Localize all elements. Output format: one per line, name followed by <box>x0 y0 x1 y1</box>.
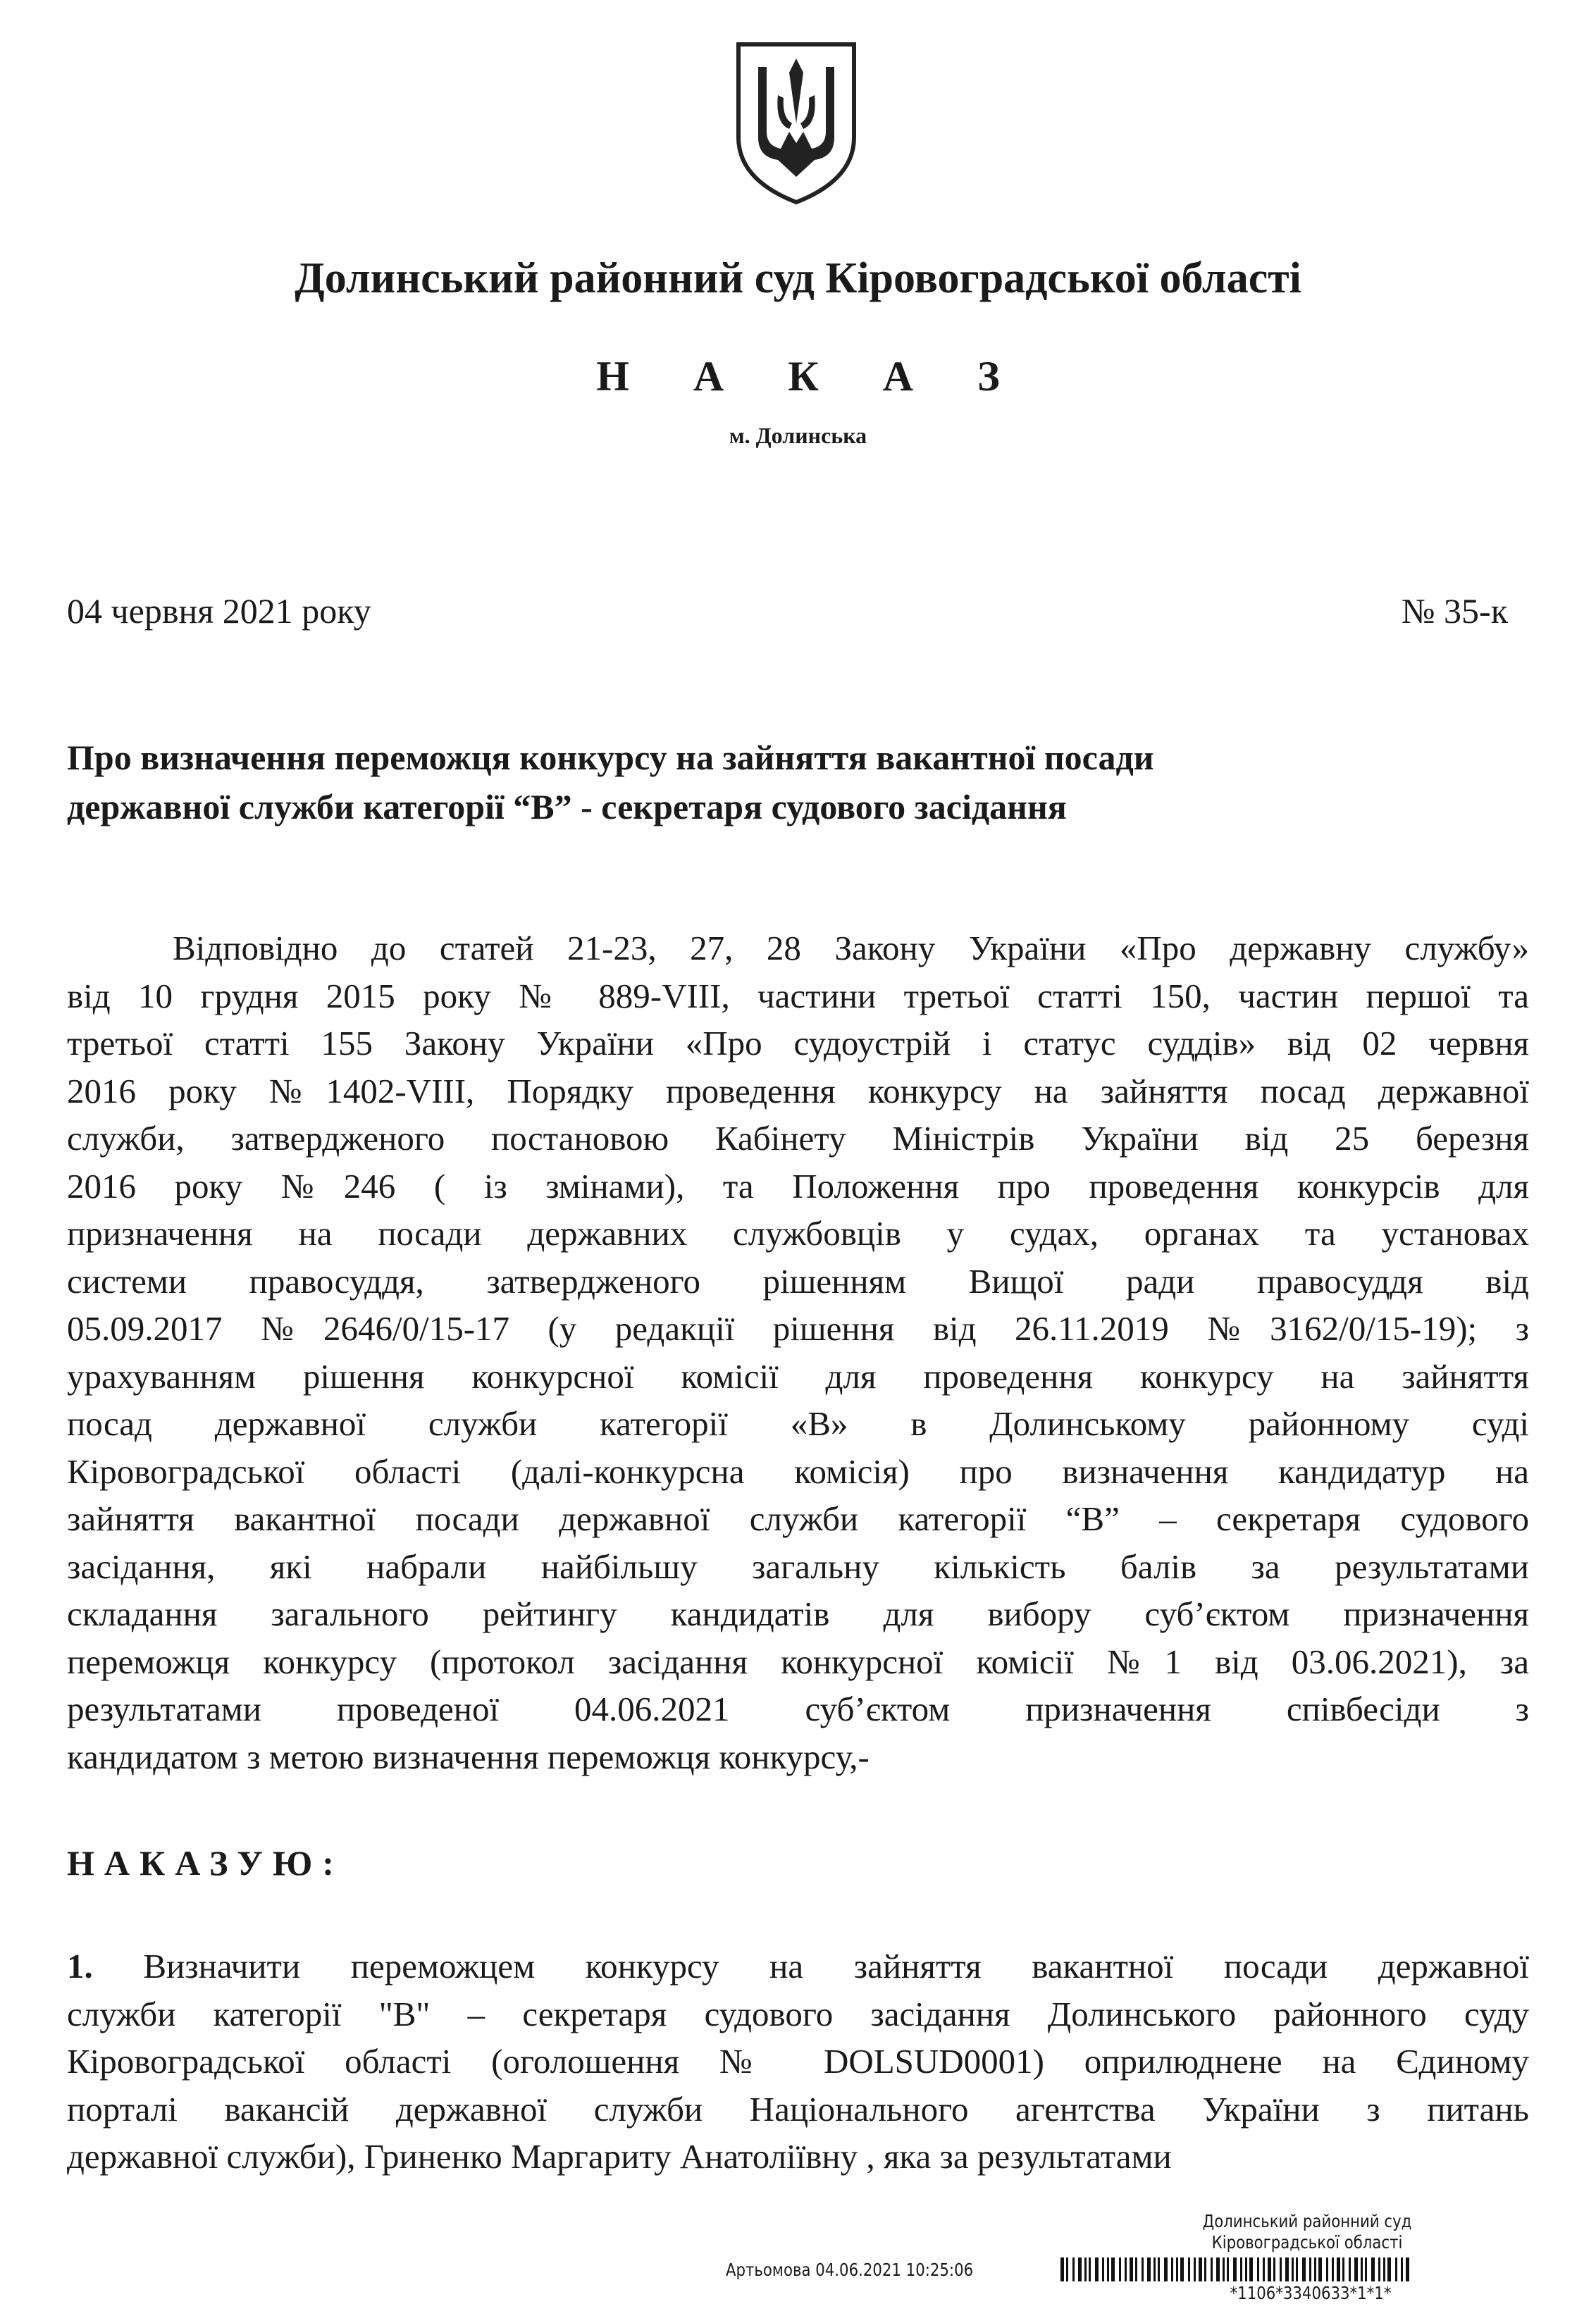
stamp-court <box>1196 2211 1418 2253</box>
barcode-bar <box>1211 2257 1213 2281</box>
barcode-bar <box>1171 2257 1173 2281</box>
order-item-1 <box>67 1943 1529 2181</box>
item-line: порталі вакансій державної служби Національного агентства України з питань <box>67 2089 1529 2129</box>
barcode-bar <box>1119 2257 1121 2281</box>
barcode-bar <box>1337 2257 1340 2281</box>
preamble-line: Відповідно до статей 21-23, 27, 28 Закону України «Про державну службу» <box>173 929 1529 967</box>
item-line <box>67 1943 1529 1990</box>
preamble-line: призначення на посади державних службовців у судах, органах та установах <box>67 1214 1529 1253</box>
preamble-line: від 10 грудня 2015 року № 889-VIII, частини третьої статті 150, частин першої та <box>67 976 1529 1015</box>
preamble-line: служби, затвердженого постановою Кабінету Міністрів України від 25 березня <box>67 1119 1529 1158</box>
preamble-line: результатами проведеної 04.06.2021 суб’єктом призначення співбесіди з <box>67 1690 1529 1728</box>
item-number: 1. <box>67 1947 93 1986</box>
barcode-bar <box>1406 2257 1409 2281</box>
barcode-bar <box>1111 2257 1115 2281</box>
barcode-bar <box>1125 2257 1127 2281</box>
barcode-bar <box>1387 2257 1391 2281</box>
barcode-bar <box>1378 2257 1380 2281</box>
preamble-line: зайняття вакантної посади державної служби категорії “В” – секретаря судового <box>67 1499 1529 1538</box>
barcode-bar <box>1280 2257 1282 2281</box>
item-line: державної служби), Гриненко Маргариту Анатоліївну , яка за результатами <box>67 2137 1172 2176</box>
barcode-bar <box>1072 2257 1075 2281</box>
barcode-bar <box>1084 2257 1087 2281</box>
barcode-bar <box>1102 2257 1104 2281</box>
subject-line: державної служби категорії “В” - секретаря судового засідання <box>67 787 1067 826</box>
barcode-bar <box>1223 2257 1225 2281</box>
barcode-text: *1106*3340633*1*1* <box>1230 2283 1392 2303</box>
barcode-bar <box>1130 2257 1133 2281</box>
preamble-paragraph <box>67 924 1529 1780</box>
barcode-bar <box>1296 2257 1298 2281</box>
barcode-bar <box>1164 2257 1168 2281</box>
barcode-bar <box>1332 2257 1334 2281</box>
barcode-bar <box>1302 2257 1306 2281</box>
barcode-bar <box>1365 2257 1367 2281</box>
barcode-bar <box>1249 2257 1253 2281</box>
preamble-line: Кіровоградської області (далі-конкурсна комісія) про визначення кандидатур на <box>67 1451 1529 1491</box>
barcode-bar <box>1354 2257 1358 2281</box>
item-line: Кіровоградської області (оголошення № DOLSUD0001) оприлюднене на Єдиному <box>67 2042 1529 2081</box>
preamble-line: засідання, які набрали найбільшу загальну кількість балів за результатами <box>67 1547 1529 1586</box>
barcode-bar <box>1078 2257 1082 2281</box>
item-line: служби категорії "В" – секретаря судового засідання Долинського районного суду <box>67 1994 1529 2033</box>
barcode <box>1060 2257 1413 2281</box>
preamble-line: кандидатом з метою визначення переможця конкурсу,- <box>67 1737 870 1776</box>
barcode-bar <box>1401 2257 1403 2281</box>
barcode-bar <box>1095 2257 1099 2281</box>
barcode-bar <box>1176 2257 1178 2281</box>
barcode-bar <box>1349 2257 1351 2281</box>
barcode-bar <box>1285 2257 1289 2281</box>
barcode-bar <box>1158 2257 1160 2281</box>
barcode-bar <box>1142 2257 1144 2281</box>
barcode-bar <box>1204 2257 1206 2281</box>
stamp-court-line: Долинський районний суд <box>1202 2211 1412 2231</box>
preamble-line: урахуванням рішення конкурсної комісії для проведення конкурсу на зайняття <box>67 1356 1529 1396</box>
barcode-bar <box>1240 2257 1242 2281</box>
barcode-bar <box>1188 2257 1190 2281</box>
barcode-bar <box>1257 2257 1259 2281</box>
barcode-bar <box>1060 2257 1064 2281</box>
order-date: 04 червня 2021 року <box>67 591 371 631</box>
barcode-bar <box>1395 2257 1397 2281</box>
barcode-bar <box>1227 2257 1229 2281</box>
barcode-bar <box>1233 2257 1237 2281</box>
barcode-bar <box>1273 2257 1275 2281</box>
barcode-bar <box>1371 2257 1375 2281</box>
preamble-line: 2016 року №1402-VIII, Порядку проведення конкурсу на зайняття посад державної <box>67 1071 1529 1110</box>
preamble-line: третьої статті 155 Закону України «Про судоустрій і статус суддів» від 02 червня <box>67 1024 1529 1063</box>
barcode-bar <box>1314 2257 1316 2281</box>
barcode-bar <box>1263 2257 1265 2281</box>
barcode-bar <box>1216 2257 1220 2281</box>
barcode-bar <box>1194 2257 1196 2281</box>
barcode-bar <box>1318 2257 1322 2281</box>
barcode-bar <box>1292 2257 1294 2281</box>
item-line-text: Визначити переможцем конкурсу на зайняття вакантної посади державної <box>143 1947 1529 1986</box>
barcode-bar <box>1135 2257 1137 2281</box>
barcode-bar <box>1199 2257 1202 2281</box>
barcode-bar <box>1245 2257 1247 2281</box>
preamble-line: 05.09.2017 №2646/0/15-17 (у редакції рішення від 26.11.2019 №3162/0/15-19); з <box>67 1309 1529 1348</box>
preamble-line: складання загального рейтингу кандидатів для вибору суб’єктом призначення <box>67 1594 1529 1633</box>
barcode-bar <box>1147 2257 1151 2281</box>
barcode-bar <box>1066 2257 1068 2281</box>
barcode-bar <box>1180 2257 1184 2281</box>
coat-of-arms-trident-icon <box>733 39 860 208</box>
barcode-bar <box>1383 2257 1385 2281</box>
barcode-bar <box>1342 2257 1344 2281</box>
preamble-line: переможця конкурсу (протокол засідання конкурсної комісії №1 від 03.06.2021), за <box>67 1642 1529 1681</box>
preamble-line: посад державної служби категорії «В» в Долинському районному суді <box>67 1404 1529 1443</box>
preamble-line: системи правосуддя, затвердженого рішенням Вищої ради правосуддя від <box>67 1261 1529 1301</box>
barcode-bar <box>1153 2257 1156 2281</box>
preamble-line: 2016 року №246 ( із змінами), та Положення про проведення конкурсів для <box>67 1166 1529 1206</box>
stamp-court-line: Кіровоградської області <box>1211 2232 1403 2253</box>
document-type: Н А К А З <box>596 353 1027 399</box>
city: м. Долинська <box>729 423 867 448</box>
barcode-bar <box>1326 2257 1328 2281</box>
barcode-bar <box>1107 2257 1109 2281</box>
court-name: Долинський районний суд Кіровоградської області <box>295 254 1301 302</box>
barcode-bar <box>1089 2257 1091 2281</box>
stamp-author-datetime: Артьомова 04.06.2021 10:25:06 <box>726 2260 974 2280</box>
orders-heading: НАКАЗУЮ: <box>67 1843 344 1883</box>
order-number: № 35-к <box>1401 591 1508 631</box>
order-subject <box>67 733 1529 831</box>
subject-line: Про визначення переможця конкурсу на зайняття вакантної посади <box>67 738 1154 777</box>
barcode-bar <box>1268 2257 1271 2281</box>
barcode-bar <box>1361 2257 1363 2281</box>
barcode-bar <box>1309 2257 1311 2281</box>
